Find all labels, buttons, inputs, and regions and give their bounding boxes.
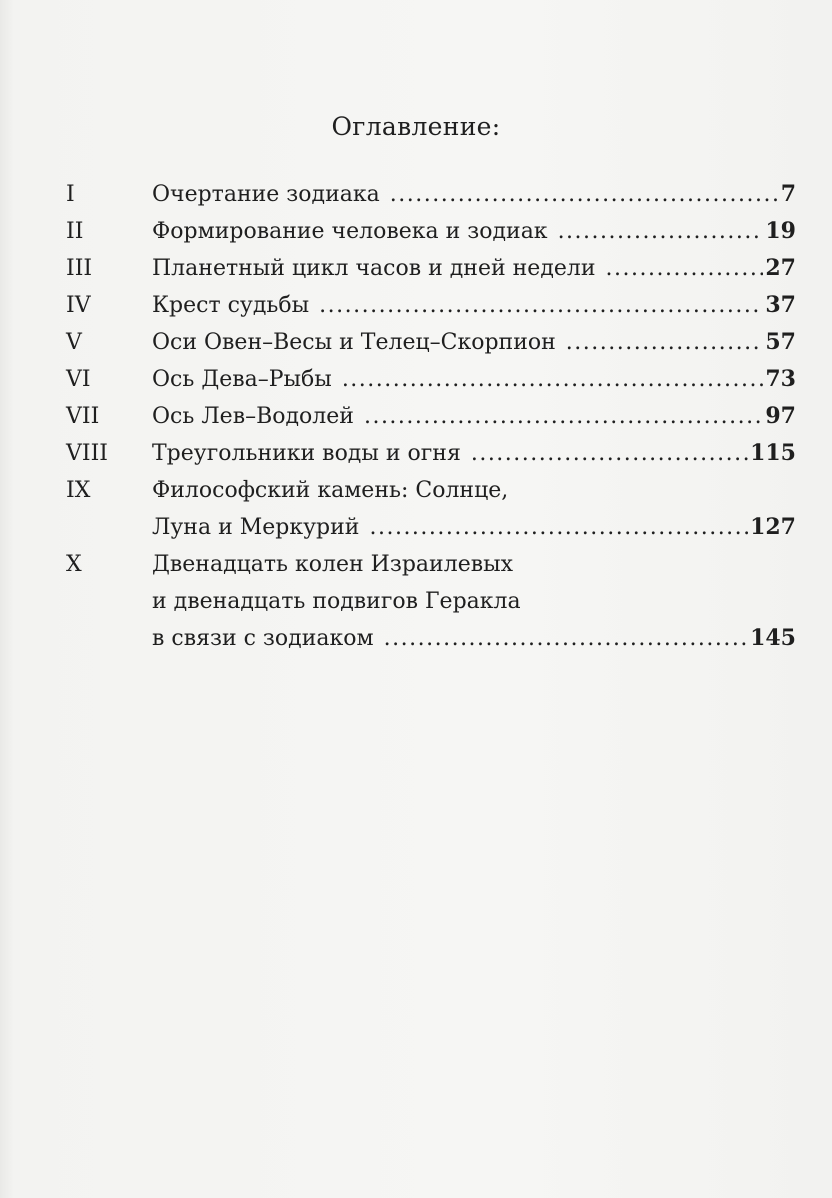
chapter-title: Ось Дева–Рыбы (152, 367, 332, 392)
chapter-number: VII (66, 404, 100, 429)
chapter-number: VIII (66, 441, 108, 466)
toc-entry-5 (66, 324, 796, 361)
chapter-title-continued: и двенадцать подвигов Геракла (152, 589, 521, 614)
chapter-number: X (66, 552, 82, 577)
chapter-title: Треугольники воды и огня (152, 441, 461, 466)
chapter-title: Очертание зодиака (152, 182, 380, 207)
toc-entry-10 (66, 546, 796, 657)
toc-entry-2 (66, 213, 796, 250)
dot-leader (606, 250, 764, 287)
dot-leader (390, 176, 779, 213)
chapter-title: Двенадцать колен Израилевых (152, 552, 514, 577)
chapter-number: IX (66, 478, 91, 503)
dot-leader (364, 398, 763, 435)
page-number: 27 (765, 255, 796, 281)
chapter-number: IV (66, 293, 91, 318)
table-of-contents (66, 176, 796, 657)
dot-leader (558, 213, 764, 250)
chapter-title: Планетный цикл часов и дней недели (152, 256, 596, 281)
toc-entry-4 (66, 287, 796, 324)
toc-title: Оглавление: (331, 112, 501, 141)
chapter-title: Крест судьбы (152, 293, 310, 318)
chapter-number: VI (66, 367, 91, 392)
dot-leader (471, 435, 748, 472)
toc-entry-7 (66, 398, 796, 435)
page-number: 57 (765, 329, 796, 355)
dot-leader (384, 620, 748, 657)
chapter-number: I (66, 182, 75, 207)
chapter-number: V (66, 330, 82, 355)
dot-leader (369, 509, 748, 546)
page-number: 127 (750, 514, 796, 540)
chapter-number: III (66, 256, 93, 281)
toc-entry-1 (66, 176, 796, 213)
dot-leader (566, 324, 764, 361)
page-number: 19 (765, 218, 796, 244)
toc-entry-6 (66, 361, 796, 398)
page-number: 37 (765, 292, 796, 318)
toc-entry-9 (66, 472, 796, 546)
dot-leader (342, 361, 764, 398)
page-number: 7 (780, 181, 796, 207)
toc-entry-3 (66, 250, 796, 287)
chapter-title: Ось Лев–Водолей (152, 404, 354, 429)
page-number: 145 (750, 625, 796, 651)
chapter-title-continued: в связи с зодиаком (152, 626, 374, 651)
chapter-title-continued: Луна и Меркурий (152, 515, 360, 540)
chapter-title: Оси Овен–Весы и Телец–Скорпион (152, 330, 556, 355)
dot-leader (319, 287, 763, 324)
page-number: 115 (750, 440, 796, 466)
chapter-title: Формирование человека и зодиак (152, 219, 548, 244)
chapter-title: Философский камень: Солнце, (152, 478, 509, 503)
page-number: 97 (765, 403, 796, 429)
chapter-number: II (66, 219, 84, 244)
page-number: 73 (765, 366, 796, 392)
toc-entry-8 (66, 435, 796, 472)
